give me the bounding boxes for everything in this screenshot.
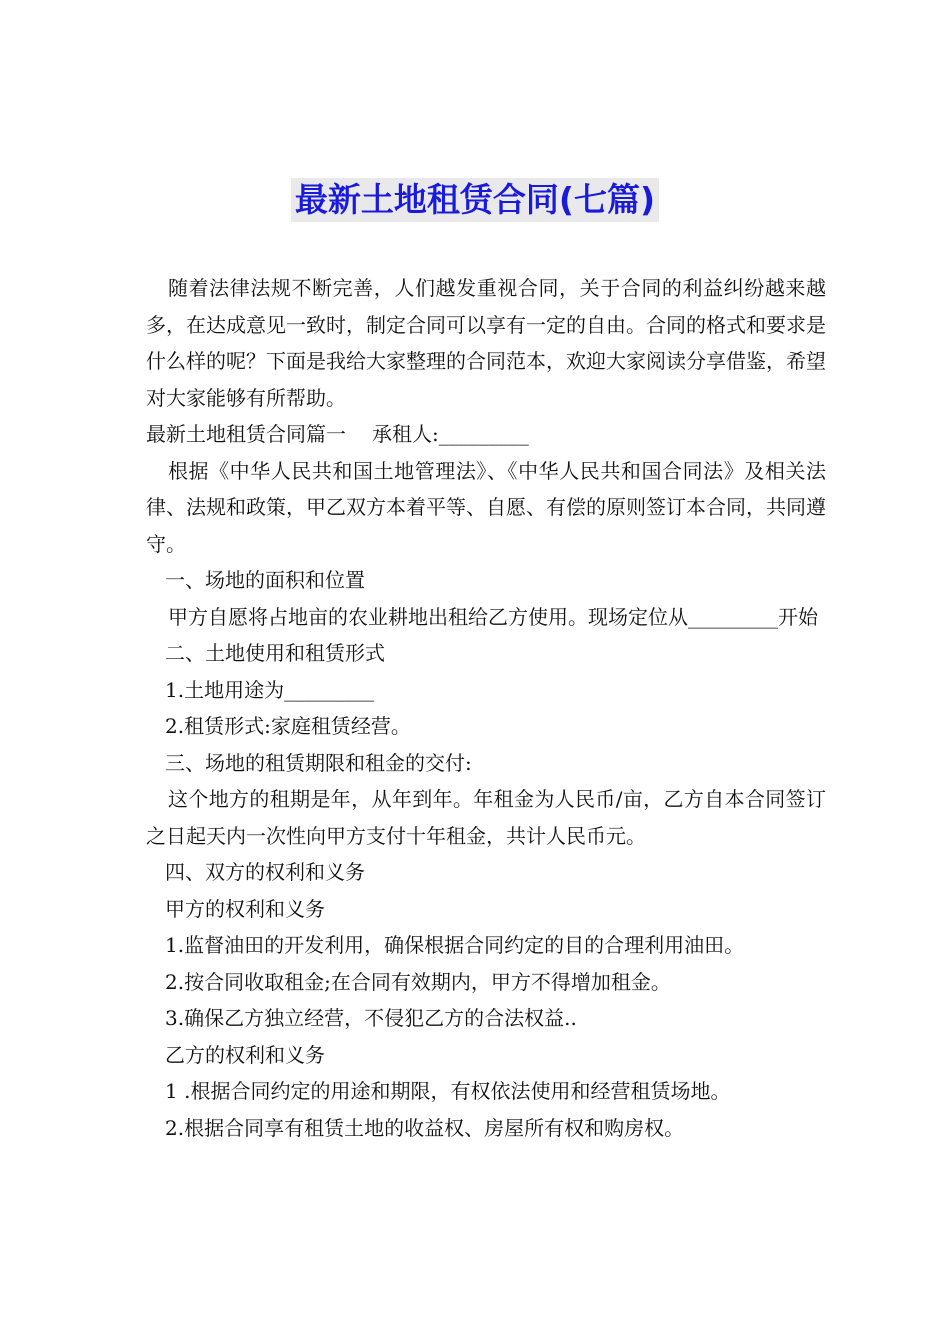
section-1-body: 甲方自愿将占地亩的农业耕地出租给乙方使用。现场定位从_________开始 [168,604,818,629]
section-3-body: 这个地方的租期是年，从年到年。年租金为人民币/亩，乙方自本合同签订之日起天内一次性向甲方支付十年租金，共计人民币元。 [146,787,826,848]
document-title: 最新土地租赁合同(七篇) [291,178,659,222]
title-container [0,178,950,222]
lessee-label: 承租人:_________ [372,422,529,446]
section-2-item-2: 2.租赁形式:家庭租赁经营。 [165,714,411,738]
section-2-item-1: 1.土地用途为_________ [165,677,375,702]
party-b-item-1: 1 .根据合同约定的用途和期限，有权依法使用和经营租赁场地。 [165,1079,731,1103]
intro-paragraph: 随着法律法规不断完善，人们越发重视合同，关于合同的利益纠纷越来越多，在达成意见一致时，制定合同可以享有一定的自由。合同的格式和要求是什么样的呢？下面是我给大家整理的合同范本，欢迎大家阅读分享借鉴，希望对大家能够有所帮助。 [146,276,826,410]
chapter-heading-line [146,416,826,453]
party-a-item-2: 2.按合同收取租金;在合同有效期内，甲方不得增加租金。 [165,969,671,994]
section-4-title: 四、双方的权利和义务 [165,860,365,884]
section-3-title: 三、场地的租赁期限和租金的交付: [165,750,472,775]
chapter-heading: 最新土地租赁合同篇一 [146,422,346,446]
party-b-title: 乙方的权利和义务 [165,1042,325,1067]
section-2-title: 二、土地使用和租赁形式 [165,641,385,665]
party-b-item-2: 2.根据合同享有租赁土地的收益权、房屋所有权和购房权。 [165,1115,685,1140]
party-a-title: 甲方的权利和义务 [165,896,325,921]
basis-paragraph: 根据《中华人民共和国土地管理法》、《中华人民共和国合同法》及相关法律、法规和政策，甲乙双方本着平等、自愿、有偿的原则签订本合同，共同遵守。 [146,458,826,556]
party-a-item-3: 3.确保乙方独立经营，不侵犯乙方的合法权益.. [165,1006,577,1030]
section-1-title: 一、场地的面积和位置 [165,568,365,592]
document-body [146,270,826,1146]
party-a-item-1: 1.监督油田的开发利用，确保根据合同约定的目的合理利用油田。 [165,933,745,957]
